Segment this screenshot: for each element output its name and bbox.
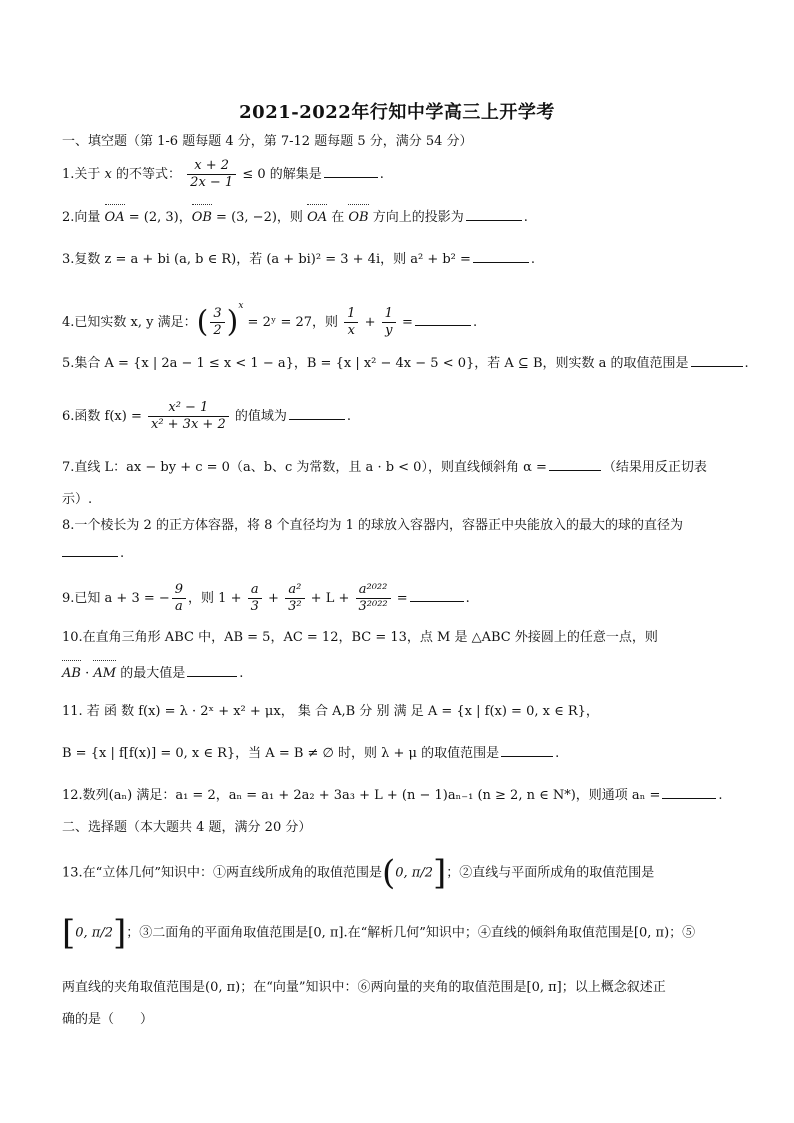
q9-f1-num: a (248, 582, 262, 599)
page-title: 2021-2022年行知中学高三上开学考 (239, 102, 555, 123)
q4-base-num: 3 (210, 306, 224, 323)
q9-dots: + L + (306, 591, 354, 606)
q9-fraction-1 (248, 582, 262, 615)
q4-left-paren: ( (196, 304, 209, 340)
q9-fraction-3 (356, 582, 391, 615)
q2-post: 方向上的投影为 (368, 210, 464, 225)
q2-prefix: 2.向量 (62, 210, 105, 225)
vector-oa-2: OA (307, 208, 327, 228)
q10-end: . (239, 666, 244, 681)
q13-open-paren: ( (381, 853, 396, 893)
q1-fraction (187, 158, 236, 191)
question-7 (62, 456, 707, 478)
question-4 (62, 296, 477, 339)
q3-text: 3.复数 z = a + bi (a, b ∈ R)，若 (a + bi)² = 3 + 4i，则 a² + b² = (62, 252, 471, 267)
q13-close-bracket: ] (432, 853, 447, 893)
q4-prefix: 4.已知实数 x, y 满足： (62, 315, 197, 330)
q7-text: 7.直线 L：ax − by + c = 0（a、b、c 为常数，且 a · b < 0），则直线倾斜角 α = (62, 460, 547, 475)
q7-post: （结果用反正切表 (602, 460, 707, 475)
q13-line1-pre: 13.在“立体几何”知识中：①两直线所成角的取值范围是 (62, 865, 382, 881)
q9-prefix: 9.已知 a + 3 = − (62, 591, 170, 606)
q4-exponent: x (238, 301, 244, 311)
q4-end: . (472, 315, 478, 330)
q8-answer-blank[interactable] (62, 542, 118, 557)
q9-f0-den: a (175, 599, 183, 614)
q1-post: ≤ 0 的解集是 (238, 167, 322, 182)
q2-mid: 在 (327, 210, 349, 225)
q13-open-bracket-2: [ (62, 913, 76, 953)
q9-post: = (392, 591, 408, 606)
q4-fraction-2 (382, 306, 396, 339)
q7-answer-blank[interactable] (549, 456, 601, 471)
q3-answer-blank[interactable] (473, 248, 529, 263)
q9-f2-num: a² (285, 582, 304, 599)
q10-dot: · (80, 666, 94, 681)
q5-text: 5.集合 A = {x | 2a − 1 ≤ x < 1 − a}，B = {x | x² − 4x − 5 < 0}，若 A ⊆ B，则实数 a 的取值范围是 (62, 356, 689, 371)
q4-answer-blank[interactable] (415, 311, 471, 326)
q9-f2-den: 3² (288, 599, 302, 614)
q13-line1-post: ；②直线与平面所成角的取值范围是 (446, 865, 655, 881)
question-6 (62, 400, 351, 433)
q6-fraction (148, 400, 229, 433)
q13-close-bracket-2: ] (113, 913, 127, 953)
q9-fraction-2 (285, 582, 304, 615)
section-heading-choice: 二、选择题（本大题共 4 题，满分 20 分） (62, 820, 312, 835)
q1-var: x (104, 167, 112, 182)
q9-end: . (465, 591, 470, 606)
question-5 (62, 352, 749, 374)
question-10-line-2 (62, 662, 243, 684)
q4-f2-den: y (385, 323, 393, 338)
q8-end: . (120, 546, 125, 561)
question-11-line-2 (62, 742, 559, 764)
q2-ob-value: = (3, −2)，则 (211, 210, 308, 225)
question-12 (62, 784, 722, 806)
q4-plus: + (360, 315, 380, 330)
q4-f1-num: 1 (344, 306, 358, 323)
vector-ob-2: OB (348, 208, 368, 228)
q13-line2-text: ；③二面角的平面角取值范围是[0, π].在“解析几何”知识中；④直线的倾斜角取值范围是[0, π)；⑤ (126, 925, 696, 941)
q3-end: . (530, 252, 536, 267)
q2-end: . (523, 210, 528, 225)
q9-f1-den: 3 (250, 599, 259, 614)
q9-mid: ，则 1 + (188, 591, 246, 606)
q5-end: . (744, 356, 749, 371)
question-9 (62, 582, 470, 615)
q4-base-fraction (210, 306, 224, 339)
q13-interval-1: 0, π/2 (395, 865, 433, 881)
q12-end: . (718, 788, 723, 803)
question-7-line-2: 示）. (62, 492, 93, 507)
question-3 (62, 248, 535, 270)
question-8-line-2 (62, 542, 124, 564)
q4-post: = (397, 315, 413, 330)
q1-prefix: 1.关于 (62, 167, 105, 182)
q6-prefix: 6.函数 f(x) = (62, 409, 146, 424)
q2-answer-blank[interactable] (466, 206, 522, 221)
question-8: 8.一个棱长为 2 的正方体容器，将 8 个直径均为 1 的球放入容器内，容器正中央能放入的最大的球的直径为 (62, 518, 684, 533)
question-2 (62, 206, 528, 228)
q12-answer-blank[interactable] (662, 784, 716, 799)
question-11: 11. 若 函 数 f(x) = λ · 2ˣ + x² + μx， 集 合 A,B 分 别 满 足 A = {x | f(x) = 0, x ∈ R}， (62, 704, 599, 719)
question-13-line-2 (62, 913, 696, 953)
q10-line2: 的最大值是 (116, 666, 186, 681)
vector-ob: OB (192, 208, 212, 228)
q4-f2-num: 1 (382, 306, 396, 323)
q13-interval-2: 0, π/2 (75, 925, 113, 941)
question-1 (62, 158, 384, 191)
q1-mid: 的不等式： (111, 167, 182, 182)
q9-plus: + (263, 591, 284, 606)
vector-oa: OA (105, 208, 125, 228)
question-13-line-4: 确的是（ ） (62, 1012, 154, 1027)
q4-base-den: 2 (213, 323, 222, 338)
q4-fraction-1 (344, 306, 358, 339)
q12-text: 12.数列(aₙ) 满足：a₁ = 2，aₙ = a₁ + 2a₂ + 3a₃ + L + (n − 1)aₙ₋₁ (n ≥ 2, n ∈ N*)，则通项 aₙ = (62, 788, 661, 803)
q1-end: . (379, 167, 384, 182)
q1-numerator: x + 2 (187, 158, 236, 175)
vector-am: AM (93, 664, 116, 684)
q6-end: . (346, 409, 351, 424)
q9-f0-num: 9 (172, 582, 186, 599)
q11-answer-blank[interactable] (501, 742, 553, 757)
section-heading-fill-in: 一、填空题（第 1-6 题每题 4 分，第 7-12 题每题 5 分，满分 54 分） (62, 134, 473, 149)
q4-f1-den: x (347, 323, 355, 338)
q11-line2: B = {x | f[f(x)] = 0, x ∈ R}，当 A = B ≠ ∅ 时，则 λ + μ 的取值范围是 (62, 746, 500, 761)
question-13 (62, 853, 655, 893)
q6-answer-blank[interactable] (289, 405, 345, 420)
question-13-line-3: 两直线的夹角取值范围是(0, π)；在“向量”知识中：⑥两向量的夹角的取值范围是[0, π]；以上概念叙述正 (62, 980, 666, 995)
question-10: 10.在直角三角形 ABC 中，AB = 5，AC = 12，BC = 13，点 M 是 △ABC 外接圆上的任意一点，则 (62, 630, 658, 645)
q11-end: . (555, 746, 560, 761)
q2-oa-value: = (2, 3)， (124, 210, 192, 225)
q10-answer-blank[interactable] (187, 662, 237, 677)
q1-answer-blank[interactable] (324, 163, 378, 178)
q9-f3-num: a²⁰²² (356, 582, 391, 599)
q4-mid: = 2ʸ = 27，则 (243, 315, 343, 330)
q9-f3-den: 3²⁰²² (358, 599, 388, 614)
q1-denominator: 2x − 1 (190, 175, 234, 190)
q9-fraction-0 (172, 582, 186, 615)
q6-denominator: x² + 3x + 2 (150, 417, 226, 432)
q6-numerator: x² − 1 (148, 400, 229, 417)
q5-answer-blank[interactable] (691, 352, 743, 367)
q6-post: 的值域为 (230, 409, 287, 424)
vector-ab: AB (62, 664, 81, 684)
q9-answer-blank[interactable] (410, 587, 464, 602)
q4-right-paren: ) (226, 304, 239, 340)
